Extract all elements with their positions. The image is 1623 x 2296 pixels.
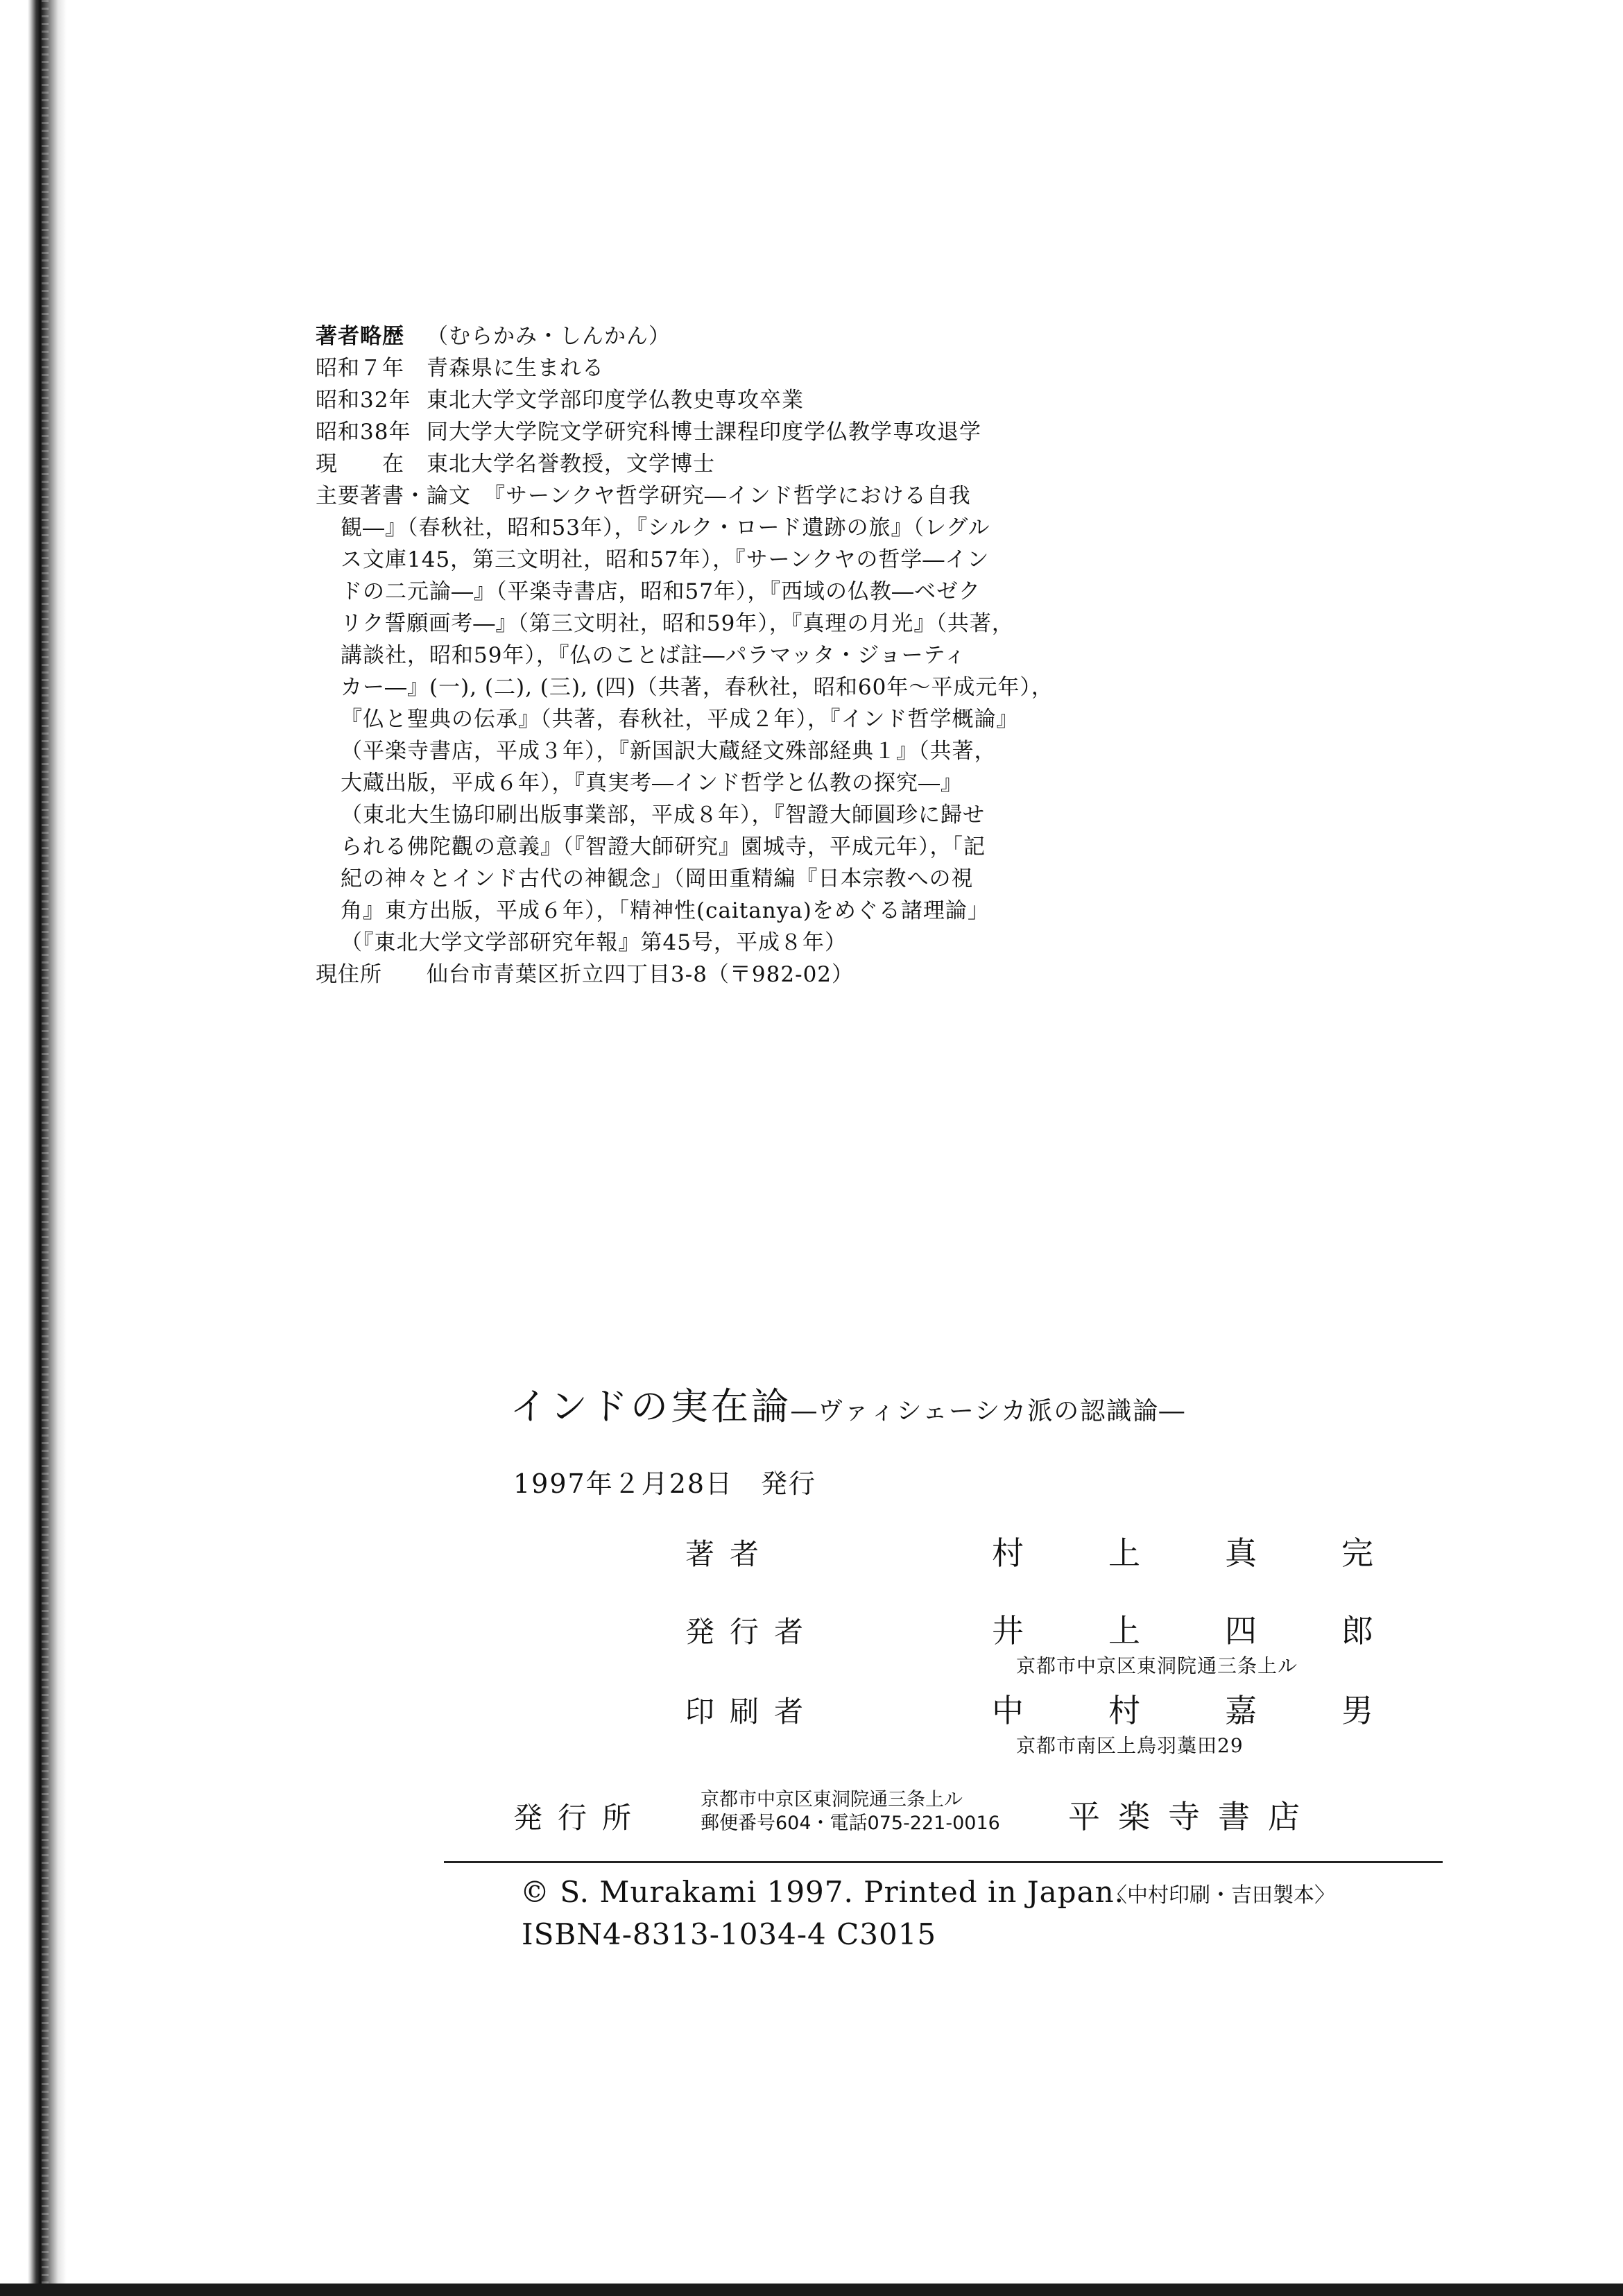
copyright-line: © S. Murakami 1997. Printed in Japan. — [520, 1875, 1125, 1909]
name-char: 上 — [1108, 1534, 1140, 1572]
name-char: 嘉 — [1225, 1692, 1257, 1729]
name-char: 男 — [1341, 1692, 1373, 1729]
book-title — [510, 1377, 1185, 1430]
bio-reading: （むらかみ・しんかん） — [427, 324, 671, 349]
works-line: カー―』(一), (二), (三), (四)（共著，春秋社，昭和60年～平成元年）， — [341, 675, 1054, 700]
name-char: 四 — [1225, 1612, 1257, 1650]
name-char: 井 — [992, 1612, 1024, 1650]
name-char: 真 — [1225, 1534, 1257, 1572]
name-char: 村 — [992, 1534, 1024, 1572]
works-line: （平楽寺書店，平成３年），『新国訳大蔵経文殊部経典１』（共著， — [341, 739, 997, 764]
works-line: 講談社，昭和59年），『仏のことば註―パラマッタ・ジョーティ — [341, 643, 967, 668]
bio-entry — [316, 416, 1051, 448]
publication-date: 1997年２月28日 発行 — [513, 1468, 817, 1499]
bio-entry-text: 同大学大学院文学研究科博士課程印度学仏教学専攻退学 — [427, 420, 981, 445]
scan-binding-edge — [0, 0, 69, 2296]
works-line: ドの二元論―』（平楽寺書店，昭和57年），『西域の仏教―ベゼク — [341, 579, 981, 604]
name-char: 郎 — [1341, 1612, 1373, 1650]
printer-name — [992, 1686, 1373, 1731]
works-line: 紀の神々とインド古代の神観念」（岡田重精編『日本宗教への視 — [341, 866, 974, 891]
bio-entry-key: 昭和32年 — [316, 388, 411, 413]
address-row — [316, 959, 1051, 991]
author-role-label: 著者 — [685, 1537, 775, 1571]
address-text: 仙台市青葉区折立四丁目3-8（〒982-02） — [427, 962, 855, 987]
works-line: ス文庫145，第三文明社，昭和57年），『サーンクヤの哲学―イン — [341, 547, 990, 572]
printer-address: 京都市南区上鳥羽藁田29 — [1016, 1734, 1244, 1757]
bio-entry — [316, 384, 1051, 416]
author-name — [992, 1528, 1373, 1574]
bio-heading-row — [316, 320, 1051, 352]
bio-entry-key: 昭和38年 — [316, 420, 411, 445]
bio-heading: 著者略歴 — [316, 324, 404, 349]
publisher-name — [992, 1606, 1373, 1652]
address-label: 現住所 — [316, 962, 382, 987]
print-note: 〈中村印刷・吉田製本〉 — [1106, 1883, 1335, 1908]
works-line: 『サーンクヤ哲学研究―インド哲学における自我 — [483, 483, 971, 508]
isbn-line: ISBN4-8313-1034-4 C3015 — [522, 1917, 937, 1951]
name-char: 中 — [992, 1692, 1024, 1729]
name-char: 完 — [1341, 1534, 1373, 1572]
office-address — [701, 1788, 1000, 1835]
bio-entry-text: 青森県に生まれる — [427, 356, 604, 381]
bio-entry-text: 東北大学文学部印度学仏教史専攻卒業 — [427, 388, 804, 413]
book-title-main: インドの実在論 — [510, 1385, 791, 1428]
scan-bottom-edge — [0, 2284, 1623, 2296]
bio-entry-text: 東北大学名誉教授，文学博士 — [427, 452, 715, 477]
works-line: （『東北大学文学部研究年報』第45号，平成８年） — [341, 930, 847, 955]
name-char: 村 — [1108, 1692, 1140, 1729]
publisher-role-label: 発行者 — [685, 1615, 819, 1649]
works-line: 大蔵出版，平成６年），『真実考―インド哲学と仏教の探究―』 — [341, 771, 963, 796]
printer-role-label: 印刷者 — [685, 1695, 819, 1729]
bio-entry — [316, 352, 1051, 384]
works-line: （東北大生協印刷出版事業部，平成８年），『智證大師圓珍に歸せ — [341, 803, 985, 828]
author-biography — [316, 320, 1054, 991]
works-line: 角』東方出版，平成６年），「精神性(caitanya)をめぐる諸理論」 — [341, 898, 990, 923]
publisher-address: 京都市中京区東洞院通三条上ル — [1016, 1654, 1298, 1677]
office-address-line: 京都市中京区東洞院通三条上ル — [701, 1789, 963, 1810]
bio-entry — [316, 448, 1051, 480]
works-line: 『仏と聖典の伝承』（共著，春秋社，平成２年），『インド哲学概論』 — [341, 707, 1019, 732]
works-line: 観―』（春秋社，昭和53年），『シルク・ロード遺跡の旅』（レグル — [341, 515, 990, 540]
office-label: 発行所 — [513, 1801, 647, 1835]
office-phone-line: 郵便番号604・電話075-221-0016 — [701, 1813, 1000, 1834]
name-char: 上 — [1108, 1612, 1140, 1650]
book-subtitle: ―ヴァィシェーシカ派の認識論― — [791, 1397, 1186, 1425]
divider-rule — [444, 1861, 1443, 1863]
works-line: リク誓願画考―』（第三文明社，昭和59年），『真理の月光』（共著， — [341, 611, 1014, 636]
works-first-row — [316, 480, 1051, 512]
office-name: 平楽寺書店 — [1068, 1798, 1318, 1835]
bio-entry-key: 現 在 — [316, 452, 404, 477]
bio-entry-key: 昭和７年 — [316, 356, 404, 381]
works-label: 主要著書・論文 — [316, 483, 471, 508]
works-line: られる佛陀觀の意義』（『智證大師研究』園城寺，平成元年），「記 — [341, 834, 986, 859]
